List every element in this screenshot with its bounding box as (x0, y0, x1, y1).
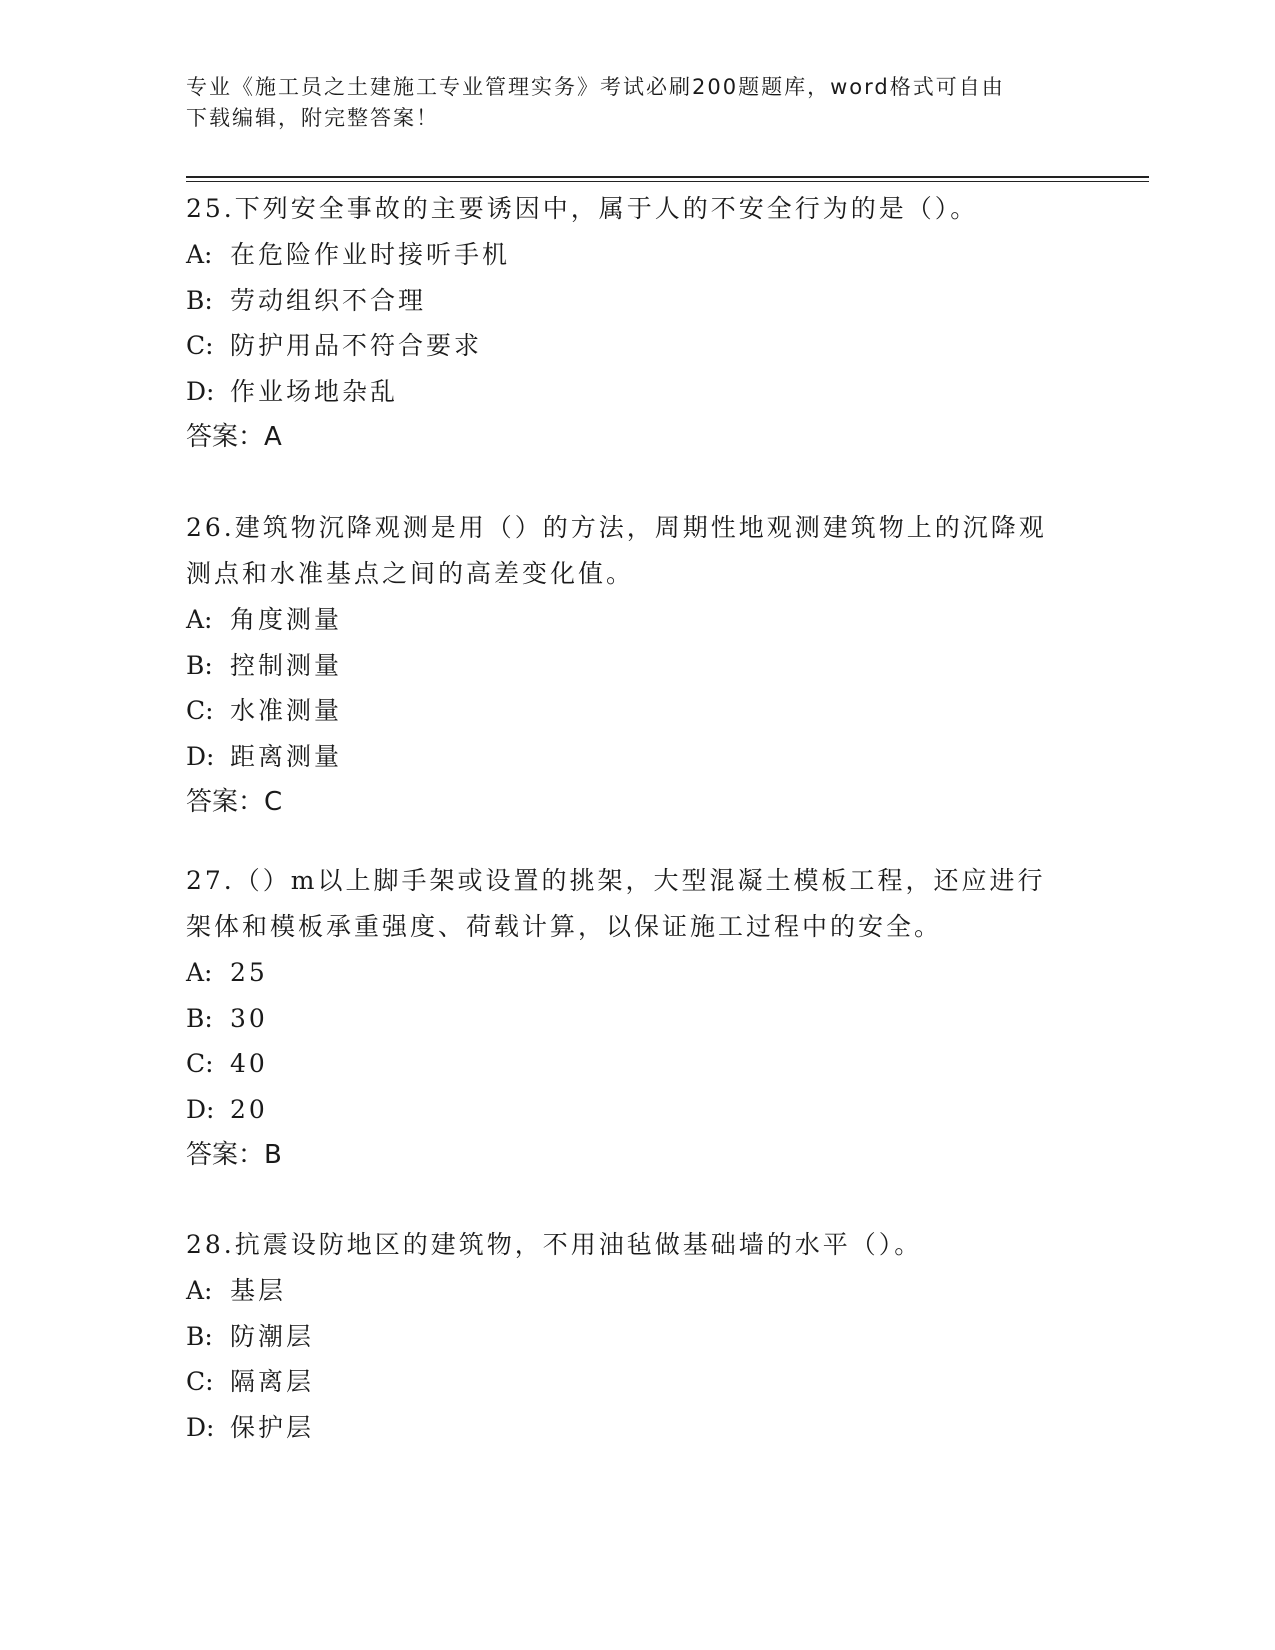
question-25 (186, 186, 1086, 460)
question-28 (186, 1222, 1086, 1450)
option-c (186, 1359, 1086, 1405)
option-text: 控制测量 (230, 650, 343, 680)
option-d (186, 1405, 1086, 1451)
option-a (186, 597, 1086, 643)
option-b (186, 996, 1086, 1042)
option-text: 20 (230, 1094, 268, 1124)
option-d (186, 734, 1086, 780)
answer-key: 答案：A (186, 422, 282, 452)
option-text: 距离测量 (230, 741, 343, 771)
document-header (186, 72, 1066, 134)
option-a (186, 950, 1086, 996)
option-b (186, 643, 1086, 689)
option-letter: A: (186, 1276, 213, 1305)
option-text: 隔离层 (230, 1367, 315, 1396)
option-letter: D: (186, 376, 215, 406)
option-text: 25 (230, 958, 268, 987)
option-letter: D: (186, 741, 215, 771)
header-divider-thick (186, 176, 1149, 178)
question-stem-line-1: 27.（）m以上脚手架或设置的挑架，大型混凝土模板工程，还应进行 (186, 866, 1046, 895)
option-letter: A: (186, 605, 213, 634)
header-divider-thin (186, 181, 1149, 182)
option-letter: A: (186, 240, 213, 269)
question-stem-line-2: 架体和模板承重强度、荷载计算，以保证施工过程中的安全。 (186, 912, 943, 941)
option-letter: D: (186, 1412, 215, 1442)
question-stem-line-2: 测点和水准基点之间的高差变化值。 (186, 559, 635, 588)
answer-key: 答案：C (186, 787, 283, 817)
option-d (186, 369, 1086, 415)
option-letter: D: (186, 1094, 215, 1124)
header-line-2: 下载编辑，附完整答案！ (186, 106, 439, 130)
option-text: 在危险作业时接听手机 (230, 240, 511, 269)
answer-key: 答案：B (186, 1140, 282, 1170)
option-letter: A: (186, 958, 213, 987)
question-stem: 25.下列安全事故的主要诱因中，属于人的不安全行为的是（）。 (186, 194, 979, 223)
option-letter: C: (186, 1367, 214, 1396)
option-text: 防潮层 (230, 1321, 315, 1351)
option-letter: C: (186, 1049, 214, 1078)
option-text: 作业场地杂乱 (230, 376, 399, 406)
option-text: 30 (230, 1003, 268, 1033)
option-c (186, 323, 1086, 369)
option-letter: C: (186, 696, 214, 725)
header-line-1: 专业《施工员之土建施工专业管理实务》考试必刷200题题库，word格式可自由 (186, 75, 1005, 99)
option-text: 保护层 (230, 1412, 315, 1442)
option-c (186, 1041, 1086, 1087)
option-c (186, 688, 1086, 734)
option-letter: B: (186, 285, 213, 315)
question-stem-line-1: 26.建筑物沉降观测是用（）的方法，周期性地观测建筑物上的沉降观 (186, 513, 1047, 542)
option-text: 防护用品不符合要求 (230, 331, 483, 360)
option-letter: B: (186, 1003, 213, 1033)
question-27 (186, 858, 1086, 1178)
option-text: 水准测量 (230, 696, 343, 725)
option-letter: C: (186, 331, 214, 360)
option-text: 基层 (230, 1276, 287, 1305)
option-b (186, 278, 1086, 324)
option-b (186, 1314, 1086, 1360)
option-text: 40 (230, 1049, 268, 1078)
option-text: 角度测量 (230, 605, 343, 634)
question-stem: 28.抗震设防地区的建筑物，不用油毡做基础墙的水平（）。 (186, 1230, 923, 1259)
option-a (186, 1268, 1086, 1314)
option-d (186, 1087, 1086, 1133)
option-a (186, 232, 1086, 278)
option-letter: B: (186, 1321, 213, 1351)
question-26 (186, 505, 1086, 825)
option-text: 劳动组织不合理 (230, 285, 427, 315)
option-letter: B: (186, 650, 213, 680)
